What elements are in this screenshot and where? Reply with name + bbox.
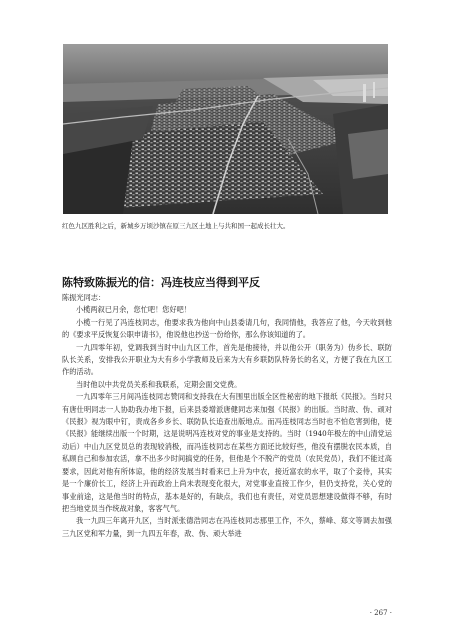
paragraph: 我一九四三年离开九区，当时派张德浩同志在冯连枝同志那里工作，不久，蔡峰、郑文等调去加强三九区党和军力量，到一九四五年春，敌、伪、顽大举进 — [62, 516, 392, 538]
salutation: 陈振光同志： — [62, 293, 106, 302]
paragraph: 当时他以中共党员关系和我联系，定期会面交党费。 — [76, 379, 242, 389]
paragraph: 一九四零年初，党调我到当时中山九区工作，首先是他接待，并以他公开（职务为）伪乡长、联防队长关系，安排我公开职业为大有乡小学教师及后来为大有乡联防队特务长的名义，方便了我在九区工作的活动。 — [62, 342, 392, 377]
photo-caption: 红色九区胜利之后，新城乡万顷沙镇在原三九区土地上与共和国一起成长壮大。 — [62, 222, 290, 230]
paragraph: 小榄两叙已月余，您忙吧！您好吧！ — [76, 305, 192, 315]
page-number: · 267 · — [369, 609, 392, 617]
article-title: 陈特致陈振光的信：冯连枝应当得到平反 — [62, 276, 260, 290]
paragraph: 一九四零年三月间冯连枝同志赞同和支持我在大有围里出版全区性秘密的地下报纸《民报》。当时只有唐仕明同志一人协助我办地下报，后来县委增派唐健同志来加强《民报》的出版。当时敌、伪、顽对《民报》视为眼中钉，责成各乡乡长、联防队长追查出版地点。而冯连枝同志当时也不怕危害到他，使《民报》能继续出版一个时期，这是说明冯连枝对党的事业是支持的。当时（1940年极左的中山清党运动后）中山九区党员总的表现较消极，而冯连枝同志在某些方面还比较好些，他没有摆脱农民本质，自私顾自己和参加农活，拿不出多少时间搞党的任务，但他是个不脱产的党员（农民党员），我们不能过高要求，因此对他有所体谅，他的经济发展当时看来已上升为中农，接近富农的水平，取了个妾侍，其实是一个廉价长工，经济上升而政治上尚未表现变化很大，对党事业直接工作少，但仍支持党，关心党的事业前途，这是他当时的特点，基本是好的，有缺点，我们也有责任，对党员思想建设做得不够，有时把当地党员当作统战对象，客客气气。 — [62, 392, 392, 513]
letter-body — [62, 292, 392, 540]
aerial-town-photo — [63, 44, 388, 214]
paragraph: 小榄一行见了冯连枝同志，他要求我为他向中山县委请几句，我同情他，我答应了他，今天收到他的《要求平反恢复公职申请书》，他说他也抄送一份给你，那么你该知道的了。 — [62, 317, 392, 340]
